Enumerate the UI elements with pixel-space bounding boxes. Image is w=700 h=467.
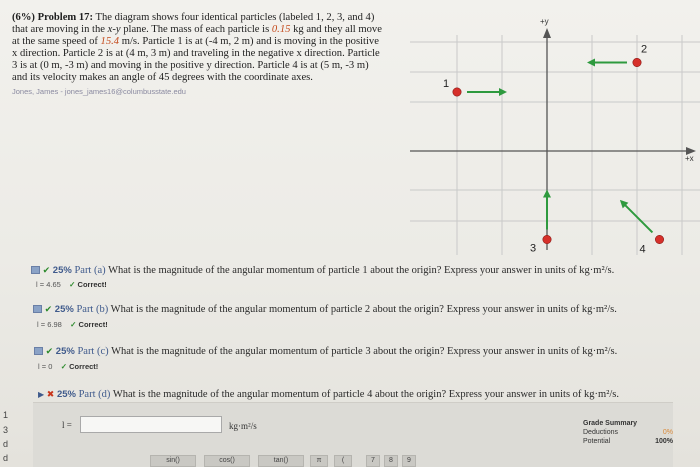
problem-line-6: and its velocity makes an angle of 45 degrees with the coordinate axes. xyxy=(12,72,313,84)
problem-text: that are moving in the xyxy=(12,24,108,36)
part-weight: 25% xyxy=(52,265,72,276)
feedback-text: Correct! xyxy=(78,320,108,329)
key-cos[interactable]: cos() xyxy=(204,455,250,467)
check-icon: ✔ xyxy=(44,305,53,315)
potential-row xyxy=(583,438,673,447)
part-label: Part (c) xyxy=(77,346,109,357)
part-weight: 25% xyxy=(55,346,75,357)
edge-char: 3 xyxy=(3,425,9,435)
particle-1 xyxy=(453,88,461,96)
grade-summary xyxy=(583,420,673,447)
key-7[interactable]: 7 xyxy=(366,455,380,467)
cross-icon: ✖ xyxy=(46,390,55,400)
key-8[interactable]: 8 xyxy=(384,455,398,467)
submitted-answer: l = 6.98 xyxy=(37,320,62,329)
answer-prefix: l = xyxy=(62,420,72,430)
particles-layer xyxy=(443,44,664,256)
submitted-answer: l = 0 xyxy=(38,362,53,371)
check-icon: ✔ xyxy=(45,347,54,357)
problem-statement xyxy=(12,12,417,98)
particle-2 xyxy=(633,58,641,66)
problem-line-1: The diagram shows four identical particles (labeled 1, 2, 3, and 4) xyxy=(95,12,375,23)
notes-icon[interactable] xyxy=(33,305,42,313)
part-a-result xyxy=(36,280,107,289)
check-icon: ✓ xyxy=(60,362,68,371)
key-sin[interactable]: sin() xyxy=(150,455,196,467)
problem-line-4: x direction. Particle 2 is at (4 m, 3 m) and traveling in the negative x direction. Particle xyxy=(12,48,380,60)
part-weight: 25% xyxy=(54,304,74,315)
particle-4 xyxy=(655,235,663,243)
check-icon: ✓ xyxy=(70,320,77,329)
author-attribution: Jones, James - jones_james16@columbusstate.edu xyxy=(12,86,186,96)
part-question: What is the magnitude of the angular momentum of particle 3 about the origin? Express your answer in units of kg·m²/s. xyxy=(111,346,618,357)
y-axis-label: +y xyxy=(540,17,549,26)
particle-diagram xyxy=(400,10,700,255)
deductions-value: 0% xyxy=(662,429,673,436)
part-c-result xyxy=(38,362,98,371)
part-label: Part (a) xyxy=(74,265,106,276)
particle-label-1: 1 xyxy=(443,78,450,90)
problem-text: plane. The mass of each particle is xyxy=(120,24,272,36)
problem-text: kg and they all move xyxy=(290,24,382,36)
grid xyxy=(410,35,700,255)
part-label: Part (d) xyxy=(78,389,111,400)
check-icon: ✔ xyxy=(42,266,51,276)
answer-panel xyxy=(33,402,673,467)
x-axis-label: +x xyxy=(685,154,694,163)
potential-label: Potential xyxy=(583,438,611,445)
answer-unit: kg·m²/s xyxy=(229,421,257,431)
mass-value: 0.15 xyxy=(271,24,291,36)
particle-label-3: 3 xyxy=(530,242,537,255)
part-label: Part (b) xyxy=(76,304,109,315)
key-9[interactable]: 9 xyxy=(402,455,416,467)
edge-char: d xyxy=(3,439,9,449)
check-icon: ✓ xyxy=(69,280,76,289)
answer-input[interactable] xyxy=(80,416,222,433)
part-weight: 25% xyxy=(56,389,76,400)
particle-3 xyxy=(543,235,551,243)
feedback-text: Correct! xyxy=(77,280,107,289)
notes-icon[interactable] xyxy=(31,266,40,274)
problem-text: at the same speed of xyxy=(12,36,101,48)
particle-label-2: 2 xyxy=(641,43,648,56)
problem-line-5: 3 is at (0 m, -3 m) and moving in the positive y direction. Particle 4 is at (5 m, -3 m) xyxy=(12,60,369,72)
edge-char: 1 xyxy=(3,410,9,420)
submitted-answer: l = 4.65 xyxy=(36,280,61,289)
part-question: What is the magnitude of the angular momentum of particle 1 about the origin? Express your answer in units of kg·m²/s. xyxy=(108,265,615,276)
part-question: What is the magnitude of the angular momentum of particle 2 about the origin? Express your answer in units of kg·m²/s. xyxy=(110,304,617,315)
part-question: What is the magnitude of the angular momentum of particle 4 about the origin? Express your answer in units of kg·m²/s. xyxy=(112,389,619,400)
speed-value: 15.4 xyxy=(100,36,120,48)
deductions-row xyxy=(583,429,673,438)
key-open-paren[interactable]: ( xyxy=(334,455,352,467)
key-pi[interactable]: π xyxy=(310,455,328,467)
feedback-text: Correct! xyxy=(69,362,99,371)
problem-header: (6%) Problem 17: xyxy=(12,12,94,23)
part-b-result xyxy=(37,320,108,329)
potential-value: 100% xyxy=(655,438,673,445)
deductions-label: Deductions xyxy=(583,429,619,436)
expand-arrow-icon[interactable]: ▶ xyxy=(38,390,45,399)
edge-char: d xyxy=(3,453,9,463)
left-edge-strip xyxy=(0,395,14,467)
problem-plane: x-y xyxy=(107,24,121,36)
notes-icon[interactable] xyxy=(34,347,43,355)
problem-text: m/s. Particle 1 is at (-4 m, 2 m) and is moving in the positive xyxy=(119,36,379,48)
grade-summary-title: Grade Summary xyxy=(583,420,638,427)
particle-label-4: 4 xyxy=(639,243,646,255)
key-tan[interactable]: tan() xyxy=(258,455,304,467)
